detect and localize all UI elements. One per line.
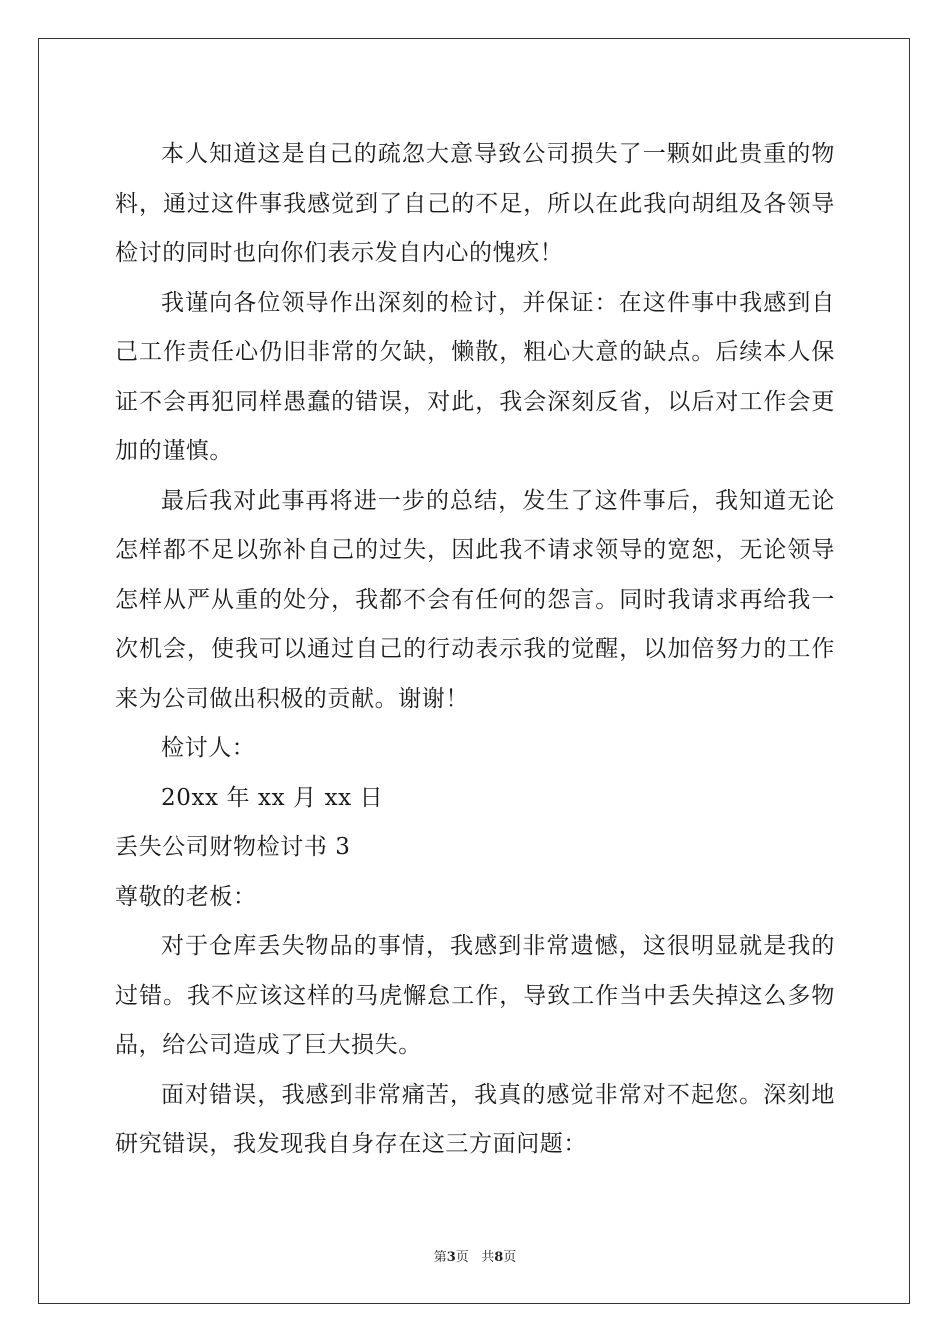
paragraph-2: 我谨向各位领导作出深刻的检讨，并保证：在这件事中我感到自己工作责任心仍旧非常的欠缺，懒散，粗心大意的缺点。后续本人保证不会再犯同样愚蠢的错误，对此，我会深刻反省，以后对工作会更加的谨慎。	[115, 289, 835, 464]
footer-page-prefix: 第	[433, 1250, 447, 1265]
paragraph-1: 本人知道这是自己的疏忽大意导致公司损失了一颗如此贵重的物料，通过这件事我感觉到了自己的不足，所以在此我向胡组及各领导检讨的同时也向你们表示发自内心的愧疚！	[115, 141, 835, 266]
paragraph-4: 对于仓库丢失物品的事情，我感到非常遗憾，这很明显就是我的过错。我不应该这样的马虎懈怠工作，导致工作当中丢失掉这么多物品，给公司造成了巨大损失。	[115, 933, 835, 1058]
signature-label: 检讨人：	[161, 735, 256, 761]
document-body	[115, 130, 835, 1170]
footer-total-pages: 8	[494, 1250, 504, 1265]
footer-total-suffix: 页	[503, 1250, 517, 1265]
date-line: 20xx 年 xx 月 xx 日	[161, 784, 384, 811]
section-title: 丢失公司财物检讨书 3	[115, 834, 351, 860]
paragraph-5: 面对错误，我感到非常痛苦，我真的感觉非常对不起您。深刻地研究错误，我发现我自身存在这三方面问题：	[115, 1081, 835, 1157]
footer-page-number: 3	[446, 1250, 456, 1265]
salutation: 尊敬的老板：	[115, 883, 257, 910]
footer-total-prefix: 共	[481, 1250, 495, 1265]
footer-page-suffix: 页	[455, 1250, 469, 1265]
paragraph-3: 最后我对此事再将进一步的总结，发生了这件事后，我知道无论怎样都不足以弥补自己的过失，因此我不请求领导的宽恕，无论领导怎样从严从重的处分，我都不会有任何的怨言。同时我请求再给我一次机会，使我可以通过自己的行动表示我的觉醒，以加倍努力的工作来为公司做出积极的贡献。谢谢！	[115, 487, 835, 712]
page-footer	[0, 1246, 950, 1265]
